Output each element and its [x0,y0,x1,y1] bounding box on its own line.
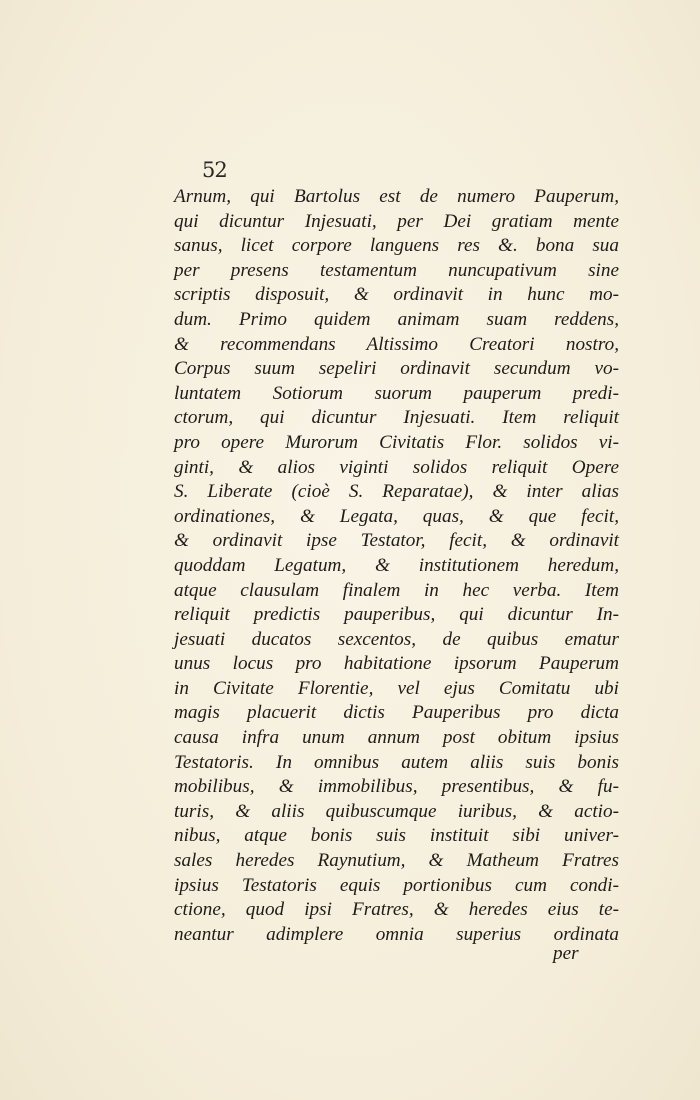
text-line: & ordinavit ipse Testator, fecit, & ordinavit [174,530,619,552]
text-line: & recommendans Altissimo Creatori nostro, [174,333,619,355]
text-line: ctione, quod ipsi Fratres, & heredes eius te- [174,899,619,921]
text-line: per presens testamentum nuncupativum sine [174,259,619,281]
text-line: sales heredes Raynutium, & Matheum Fratres [174,850,619,872]
catchword: per [553,943,579,964]
text-line: Corpus suum sepeliri ordinavit secundum vo- [174,358,619,380]
text-line: pro opere Murorum Civitatis Flor. solidos vi- [174,431,619,453]
text-line: magis placuerit dictis Pauperibus pro dicta [174,702,619,724]
text-line: mobilibus, & immobilibus, presentibus, & fu- [174,776,619,798]
text-line: atque clausulam finalem in hec verba. Item [174,579,619,601]
body-text [174,185,619,947]
text-line: ctorum, qui dicuntur Injesuati. Item reliquit [174,407,619,429]
text-line: Testatoris. In omnibus autem aliis suis bonis [174,751,619,773]
text-line: qui dicuntur Injesuati, per Dei gratiam mente [174,210,619,232]
text-line: ginti, & alios viginti solidos reliquit Opere [174,456,619,478]
text-line: quoddam Legatum, & institutionem heredum, [174,554,619,576]
text-line: ipsius Testatoris equis portionibus cum condi- [174,874,619,896]
text-line: reliquit predictis pauperibus, qui dicuntur In- [174,604,619,626]
text-line: ordinationes, & Legata, quas, & que fecit, [174,505,619,527]
text-line: Arnum, qui Bartolus est de numero Pauperum, [174,186,619,207]
text-line: scriptis disposuit, & ordinavit in hunc mo- [174,284,619,306]
page-number: 52 [202,158,227,182]
text-line: luntatem Sotiorum suorum pauperum predi- [174,382,619,404]
text-line: turis, & aliis quibuscumque iuribus, & actio- [174,800,619,822]
text-line: causa infra unum annum post obitum ipsius [174,727,619,749]
text-line: neantur adimplere omnia superius ordinata [174,923,619,945]
text-line: unus locus pro habitatione ipsorum Pauperum [174,653,619,675]
text-line: in Civitate Florentie, vel ejus Comitatu ubi [174,677,619,699]
text-line: dum. Primo quidem animam suam reddens, [174,308,619,330]
text-line: sanus, licet corpore languens res &. bona sua [174,235,619,257]
text-line: S. Liberate (cioè S. Reparatae), & inter alias [174,481,619,503]
text-line: nibus, atque bonis suis instituit sibi univer- [174,825,619,847]
text-line: jesuati ducatos sexcentos, de quibus ematur [174,628,619,650]
